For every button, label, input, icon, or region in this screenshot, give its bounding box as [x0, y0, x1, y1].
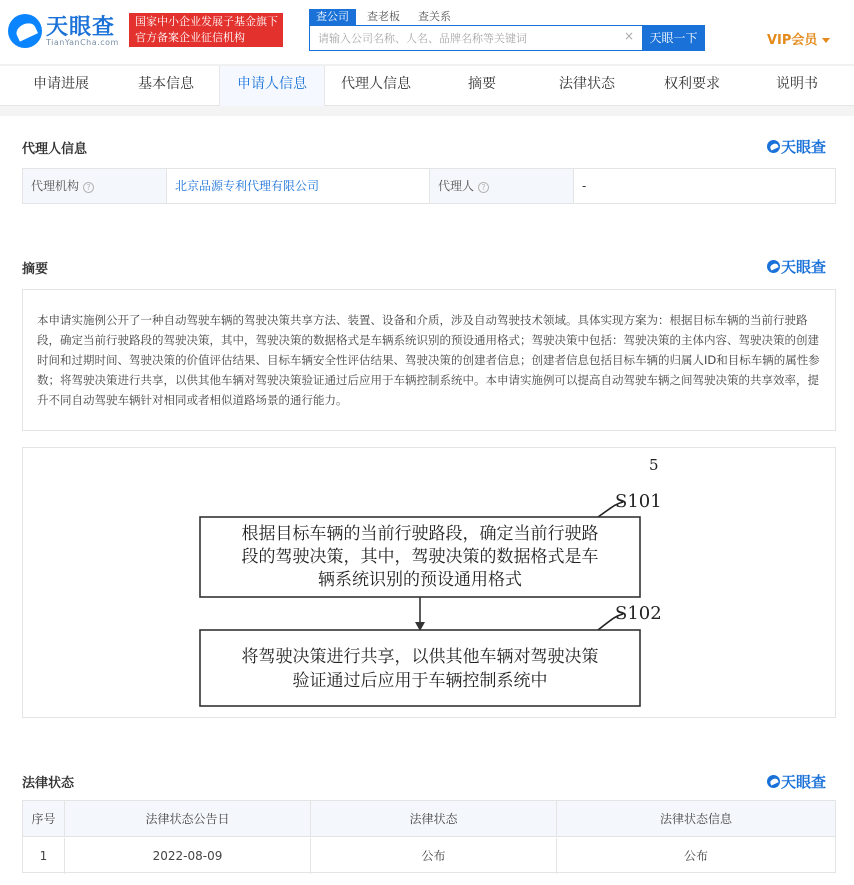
tab-basic-info[interactable]: 基本信息 [138, 76, 194, 92]
help-icon[interactable]: ? [478, 182, 489, 193]
badge-line-2: 官方备案企业征信机构 [135, 31, 245, 44]
help-icon[interactable]: ? [83, 182, 94, 193]
search-box [309, 25, 642, 51]
step-id-s101: S101 [615, 491, 662, 512]
brand-mark: 天眼查 [767, 771, 826, 792]
agency-value[interactable]: 北京品源专利代理有限公司 [167, 169, 430, 203]
official-badge [129, 13, 283, 47]
tab-application-progress[interactable]: 申请进展 [33, 76, 89, 92]
step-s101-line-2: 段的驾驶决策，其中，驾驶决策的数据格式是车 [241, 547, 599, 567]
tab-applicant-info[interactable]: 申请人信息 [219, 66, 325, 106]
top-header [0, 0, 854, 64]
table-header-row [23, 801, 835, 837]
search-button[interactable]: 天眼一下 [642, 25, 705, 51]
search-tab-company[interactable]: 查公司 [309, 9, 356, 25]
table-cell: 2022-08-09 [65, 838, 311, 874]
clear-icon[interactable]: × [624, 29, 635, 43]
tab-agent-info[interactable]: 代理人信息 [341, 76, 411, 92]
legal-section-title: 法律状态 [22, 776, 75, 791]
logo-text: 天眼查 [46, 15, 116, 40]
caret-down-icon [822, 38, 830, 43]
agency-label: 代理机构 [31, 179, 80, 193]
tab-legal-status[interactable]: 法律状态 [559, 76, 615, 92]
flowchart-svg [23, 448, 835, 717]
eye-icon [767, 140, 780, 153]
site-logo[interactable] [8, 10, 123, 50]
agent-value: - [582, 179, 587, 193]
legal-status-table [22, 800, 836, 873]
table-cell: 公布 [683, 849, 708, 863]
step-s101-line-3: 辆系统识别的预设通用格式 [318, 570, 522, 590]
logo-subtext: TianYanCha.com [46, 38, 119, 47]
figure-page-number: 5 [649, 456, 659, 474]
search-tab-relation[interactable]: 查关系 [418, 10, 451, 23]
eye-icon [767, 260, 780, 273]
agency-label-cell [23, 169, 167, 203]
column-header: 法律状态公告日 [65, 801, 311, 837]
table-cell: 公布 [311, 838, 557, 874]
agent-label-cell [430, 169, 574, 203]
section-nav [0, 66, 854, 106]
column-header: 法律状态 [311, 801, 557, 837]
table-row [23, 838, 835, 874]
table-cell: 1 [23, 838, 65, 874]
column-header: 法律状态信息 [659, 812, 732, 826]
logo-eye-icon [8, 14, 42, 48]
step-s102-line-2: 验证通过后应用于车辆控制系统中 [292, 671, 548, 691]
brand-mark: 天眼查 [767, 136, 826, 157]
tab-claims[interactable]: 权利要求 [664, 76, 720, 92]
nav-gap [0, 106, 854, 116]
vip-menu[interactable] [767, 29, 830, 48]
agent-label: 代理人 [438, 179, 475, 193]
column-header: 序号 [23, 801, 65, 837]
tab-specification[interactable]: 说明书 [776, 76, 818, 92]
vip-label: VIP会员 [767, 33, 818, 48]
abstract-figure [22, 447, 836, 718]
agent-table [22, 168, 836, 204]
search-input[interactable] [310, 26, 620, 50]
eye-icon [767, 775, 780, 788]
step-s102-line-1: 将驾驶决策进行共享，以供其他车辆对驾驶决策 [241, 647, 599, 667]
search-tabs [309, 9, 458, 25]
abstract-text: 本申请实施例公开了一种自动驾驶车辆的驾驶决策共享方法、装置、设备和介质，涉及自动驾驶技术领域。具体实现方案为：根据目标车辆的当前行驶路段，确定当前行驶路段的驾驶决策，其中，驾驶决策的数据格式是车辆系统识别的预设通用格式；驾驶决策中包括：驾驶决策的主体内容、驾驶决策的创建时间和过期时间、驾驶决策的价值评估结果、目标车辆安全性评估结果、驾驶决策的创建者信息；创建者信息包括目标车辆的归属人ID和目标车辆的属性参数；将驾驶决策进行共享，以供其他车辆对驾驶决策验证通过后应用于车辆控制系统中。本申请实施例可以提高自动驾驶车辆之间驾驶决策的共享效率，提升不同自动驾驶车辆针对相同或者相似道路场景的通行能力。 [22, 289, 836, 431]
step-id-s102: S102 [615, 603, 662, 624]
search-tab-boss[interactable]: 查老板 [367, 10, 400, 23]
tab-abstract[interactable]: 摘要 [468, 76, 496, 92]
step-box-s102 [200, 630, 640, 706]
step-s101-line-1: 根据目标车辆的当前行驶路段，确定当前行驶路 [241, 524, 599, 544]
badge-line-1: 国家中小企业发展子基金旗下 [135, 15, 278, 28]
abstract-section-title: 摘要 [22, 262, 49, 277]
brand-mark: 天眼查 [767, 256, 826, 277]
agent-section-title: 代理人信息 [22, 142, 88, 157]
